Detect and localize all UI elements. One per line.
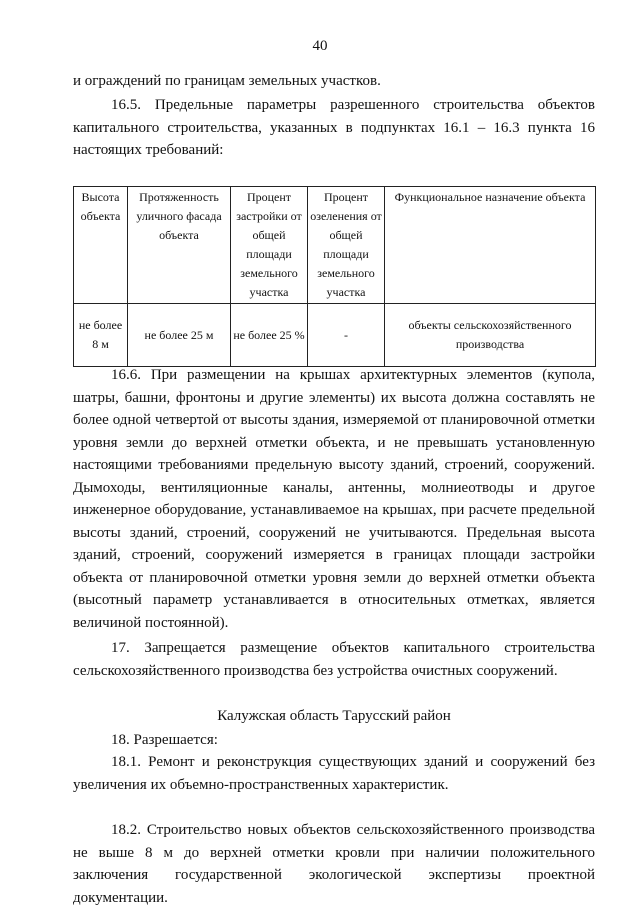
cell-build-percent: не более 25 %: [231, 304, 308, 367]
region-heading-block: [73, 705, 595, 728]
section-18-1-text: 18.1. Ремонт и реконструкция существующих зданий и сооружений без увеличения их объемно-пространственных характеристик.: [73, 754, 595, 793]
cell-height: не более 8 м: [74, 304, 128, 367]
section-16-6-text: 16.6. При размещении на крышах архитектурных элементов (купола, шатры, башни, фронтоны и другие элементы) их высота должна составлять не более одной четвертой от высоты здания, измеряемой от планировочной отметки уровня земли до верхней отметки объекта, и не превышать установленную настоящими требованиями предельную высоту зданий, строений, сооружений. Дымоходы, вентиляционные каналы, антенны, молниеотводы и другое инженерное оборудование, устанавливаемое на крышах, при расчете предельной высоты зданий, строений, сооружений не учитываются. Предельная высота зданий, строений, сооружений измеряется в границах площади застройки объекта от планировочной отметки уровня земли до верхней отметки объекта (высотный параметр устанавливается в относительных отметках, является величиной постоянной).: [73, 367, 595, 631]
section-18: [73, 729, 595, 752]
section-18-text: 18. Разрешается:: [111, 732, 218, 748]
table-row: [74, 304, 596, 367]
region-heading: Калужская область Тарусский район: [217, 708, 451, 724]
section-16-5: [73, 94, 595, 162]
cell-purpose: объекты сельскохозяйственного производства: [385, 304, 596, 367]
section-18-1: [73, 751, 595, 796]
section-18-2-text: 18.2. Строительство новых объектов сельскохозяйственного производства не выше 8 м до верхней отметки кровли при наличии положительного заключения государственной экологической экспертизы проектной документации.: [73, 822, 595, 906]
header-height: Высота объекта: [74, 187, 128, 304]
page-number: 40: [312, 38, 328, 54]
header-green-percent: Процент озеленения от общей площади земельного участка: [308, 187, 385, 304]
section-16-5-text: 16.5. Предельные параметры разрешенного строительства объектов капитального строительства, указанных в подпунктах 16.1 – 16.3 пункта 16 настоящих требований:: [73, 97, 595, 158]
intro-line: и ограждений по границам земельных участков.: [73, 73, 381, 89]
header-facade-length: Протяженность уличного фасада объекта: [128, 187, 231, 304]
section-18-2: [73, 819, 595, 909]
cell-facade-length: не более 25 м: [128, 304, 231, 367]
header-purpose: Функциональное назначение объекта: [385, 187, 596, 304]
parameters-table: [73, 186, 596, 367]
table-header-row: [74, 187, 596, 304]
section-17-text: 17. Запрещается размещение объектов капитального строительства сельскохозяйственного производства без устройства очистных сооружений.: [73, 640, 595, 679]
header-build-percent: Процент застройки от общей площади земельного участка: [231, 187, 308, 304]
cell-green-percent: -: [308, 304, 385, 367]
section-16-6: [73, 364, 595, 634]
intro-paragraph: [73, 70, 595, 93]
section-17: [73, 637, 595, 682]
